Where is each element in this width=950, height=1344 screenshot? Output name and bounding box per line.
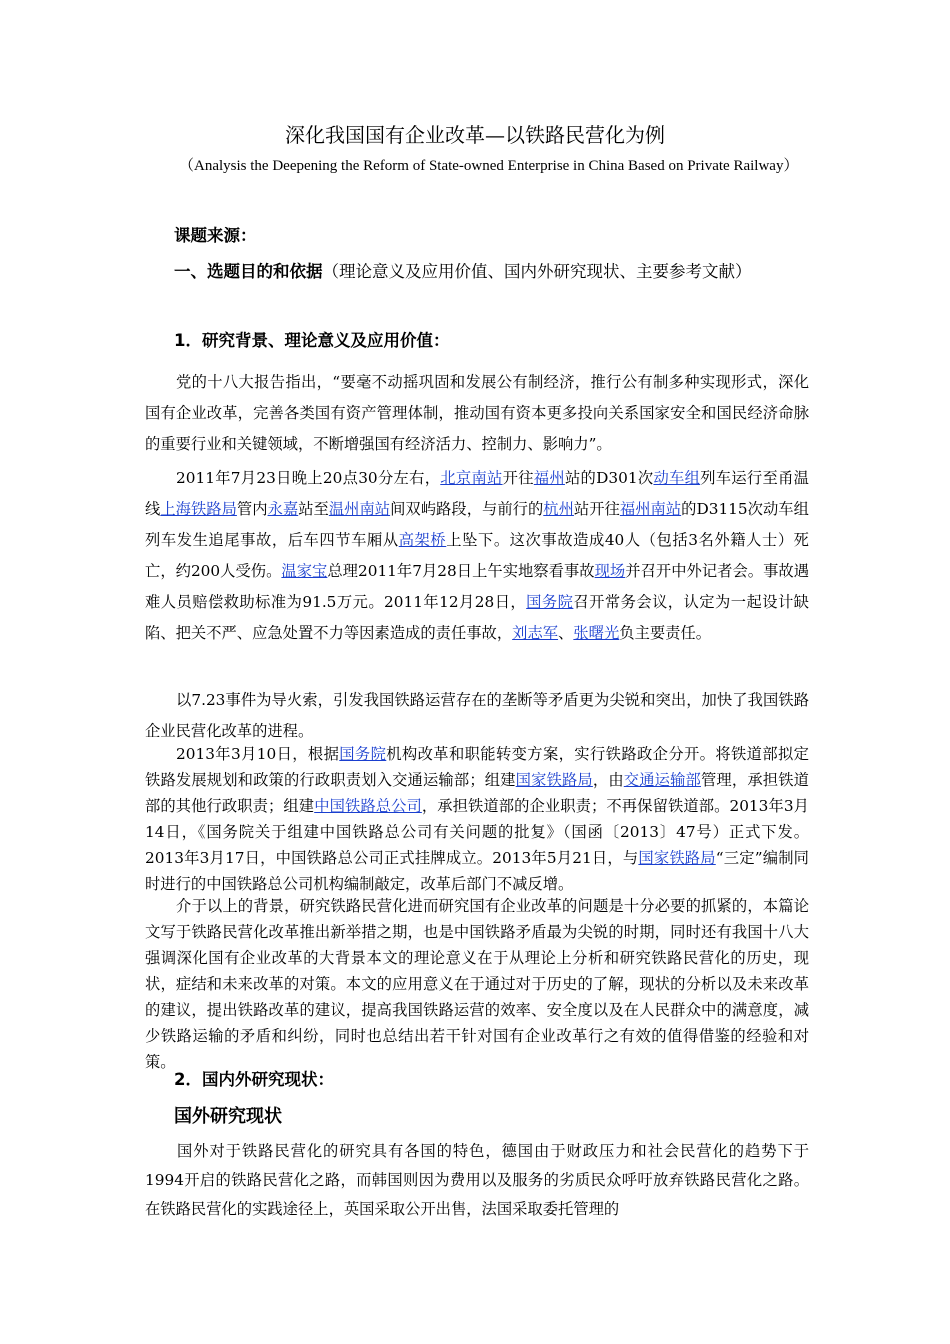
- hyperlink[interactable]: 刘志军: [512, 624, 559, 642]
- hyperlink[interactable]: 杭州: [543, 500, 574, 518]
- text-run: 的D3115次动车组列车发生追尾事故，后车四节车厢从: [145, 500, 809, 549]
- section-1-2-heading: 2．国内外研究现状：: [174, 1070, 334, 1089]
- document-subtitle: （Analysis the Deepening the Reform of State-owned Enterprise in China Based on Private Railway）: [179, 158, 799, 174]
- text-run: 2011年7月23日晚上20点30分左右，: [176, 469, 441, 487]
- hyperlink[interactable]: 温家宝: [281, 562, 328, 580]
- section-1-1-heading: 1．研究背景、理论意义及应用价值：: [174, 331, 450, 350]
- hyperlink[interactable]: 温州南站: [328, 500, 391, 518]
- hyperlink[interactable]: 国务院: [526, 593, 574, 611]
- paragraph-2: [145, 463, 809, 649]
- text-run: ，由: [592, 771, 624, 789]
- section-1-heading-text: 一、选题目的和依据: [174, 262, 323, 281]
- text-run: 2013年3月10日，根据: [176, 745, 340, 763]
- hyperlink[interactable]: 动车组: [653, 469, 701, 487]
- text-run: 负主要责任。: [619, 624, 712, 642]
- section-1-note: （理论意义及应用价值、国内外研究现状、主要参考文献）: [322, 262, 752, 281]
- paragraph-6: 国外对于铁路民营化的研究具有各国的特色，德国由于财政压力和社会民营化的趋势下于1994开启的铁路民营化之路，而韩国则因为费用以及服务的劣质民众呼吁放弃铁路民营化之路。在铁路民营化的实践途径上，英国采取公开出售，法国采取委托管理的: [145, 1142, 809, 1218]
- text-run: 机构改革和职能转变方案，实行铁路政企分开。将铁道部拟定铁路发展规划和政策的行政职责划入交通运输部；组建: [145, 745, 809, 789]
- text-run: 、: [558, 624, 574, 642]
- text-run: 站至: [298, 500, 329, 518]
- document-title: 深化我国国有企业改革—以铁路民营化为例: [285, 123, 665, 147]
- hyperlink[interactable]: 张曙光: [573, 624, 620, 642]
- hyperlink[interactable]: 福州: [533, 469, 565, 487]
- hyperlink[interactable]: 高架桥: [398, 531, 447, 549]
- source-heading: 课题来源：: [174, 226, 257, 245]
- foreign-research-heading: 国外研究现状: [174, 1106, 282, 1127]
- text-run: 站开往: [573, 500, 620, 518]
- paragraph-3: 以7.23事件为导火索，引发我国铁路运营存在的垄断等矛盾更为尖锐和突出，加快了我国铁路企业民营化改革的进程。: [145, 691, 809, 740]
- hyperlink[interactable]: 国务院: [339, 745, 387, 763]
- hyperlink[interactable]: 北京南站: [440, 469, 503, 487]
- hyperlink[interactable]: 现场: [594, 562, 626, 580]
- text-run: ，承担铁道部的企业职责；不再保留铁道部。2013年3月14日，《国务院关于组建中国铁路总公司有关问题的批复》（国函〔2013〕47号）正式下发。2013年3月17日，中国铁路总公司正式挂牌成立。2013年5月21日，与: [145, 797, 809, 867]
- text-run: 管内: [236, 500, 268, 518]
- hyperlink[interactable]: 福州南站: [619, 500, 682, 518]
- hyperlink[interactable]: 国家铁路局: [638, 849, 716, 867]
- hyperlink[interactable]: 交通运输部: [623, 771, 701, 789]
- text-run: 站的D301次: [564, 469, 654, 487]
- paragraph-4: [145, 741, 809, 897]
- hyperlink[interactable]: 上海铁路局: [160, 500, 237, 518]
- text-run: 管理，承担铁道部的其他行政职责；组建: [145, 771, 809, 815]
- text-run: 并召开中外记者会。事故遇难人员赔偿救助标准为91.5万元。2011年12月28日，: [145, 562, 809, 611]
- hyperlink[interactable]: 国家铁路局: [515, 771, 593, 789]
- text-run: 上坠下。这次事故造成40人（包括3名外籍人士）死亡，约200人受伤。: [145, 531, 809, 580]
- paragraph-1: 党的十八大报告指出，“要毫不动摇巩固和发展公有制经济，推行公有制多种实现形式，深化国有企业改革，完善各类国有资产管理体制，推动国有资本更多投向关系国家安全和国民经济命脉的重要行业和关键领域，不断增强国有经济活力、控制力、影响力”。: [145, 373, 809, 453]
- text-run: 列车运行至甬温线: [145, 469, 809, 518]
- text-run: 间双屿路段，与前行的: [390, 500, 544, 518]
- hyperlink[interactable]: 中国铁路总公司: [314, 797, 422, 815]
- section-1-heading: [145, 254, 809, 290]
- hyperlink[interactable]: 永嘉: [267, 500, 299, 518]
- text-run: 开往: [502, 469, 534, 487]
- text-run: 召开常务会议，认定为一起设计缺陷、把关不严、应急处置不力等因素造成的责任事故，: [145, 593, 809, 642]
- paragraph-5: 介于以上的背景，研究铁路民营化进而研究国有企业改革的问题是十分必要的抓紧的，本篇论文写于铁路民营化改革推出新举措之期，也是中国铁路矛盾最为尖锐的时期，同时还有我国十八大强调深化国有企业改革的大背景本文的理论意义在于从理论上分析和研究铁路民营化的历史，现状，症结和未来改革的对策。本文的应用意义在于通过对于历史的了解，现状的分析以及未来改革的建议，提出铁路改革的建议，提高我国铁路运营的效率、安全度以及在人民群众中的满意度，减少铁路运输的矛盾和纠纷，同时也总结出若干针对国有企业改革行之有效的值得借鉴的经验和对策。: [145, 897, 809, 1071]
- text-run: “三定”编制同时进行的中国铁路总公司机构编制敲定，改革后部门不减反增。: [145, 849, 809, 893]
- text-run: 总理2011年7月28日上午实地察看事故: [327, 562, 595, 580]
